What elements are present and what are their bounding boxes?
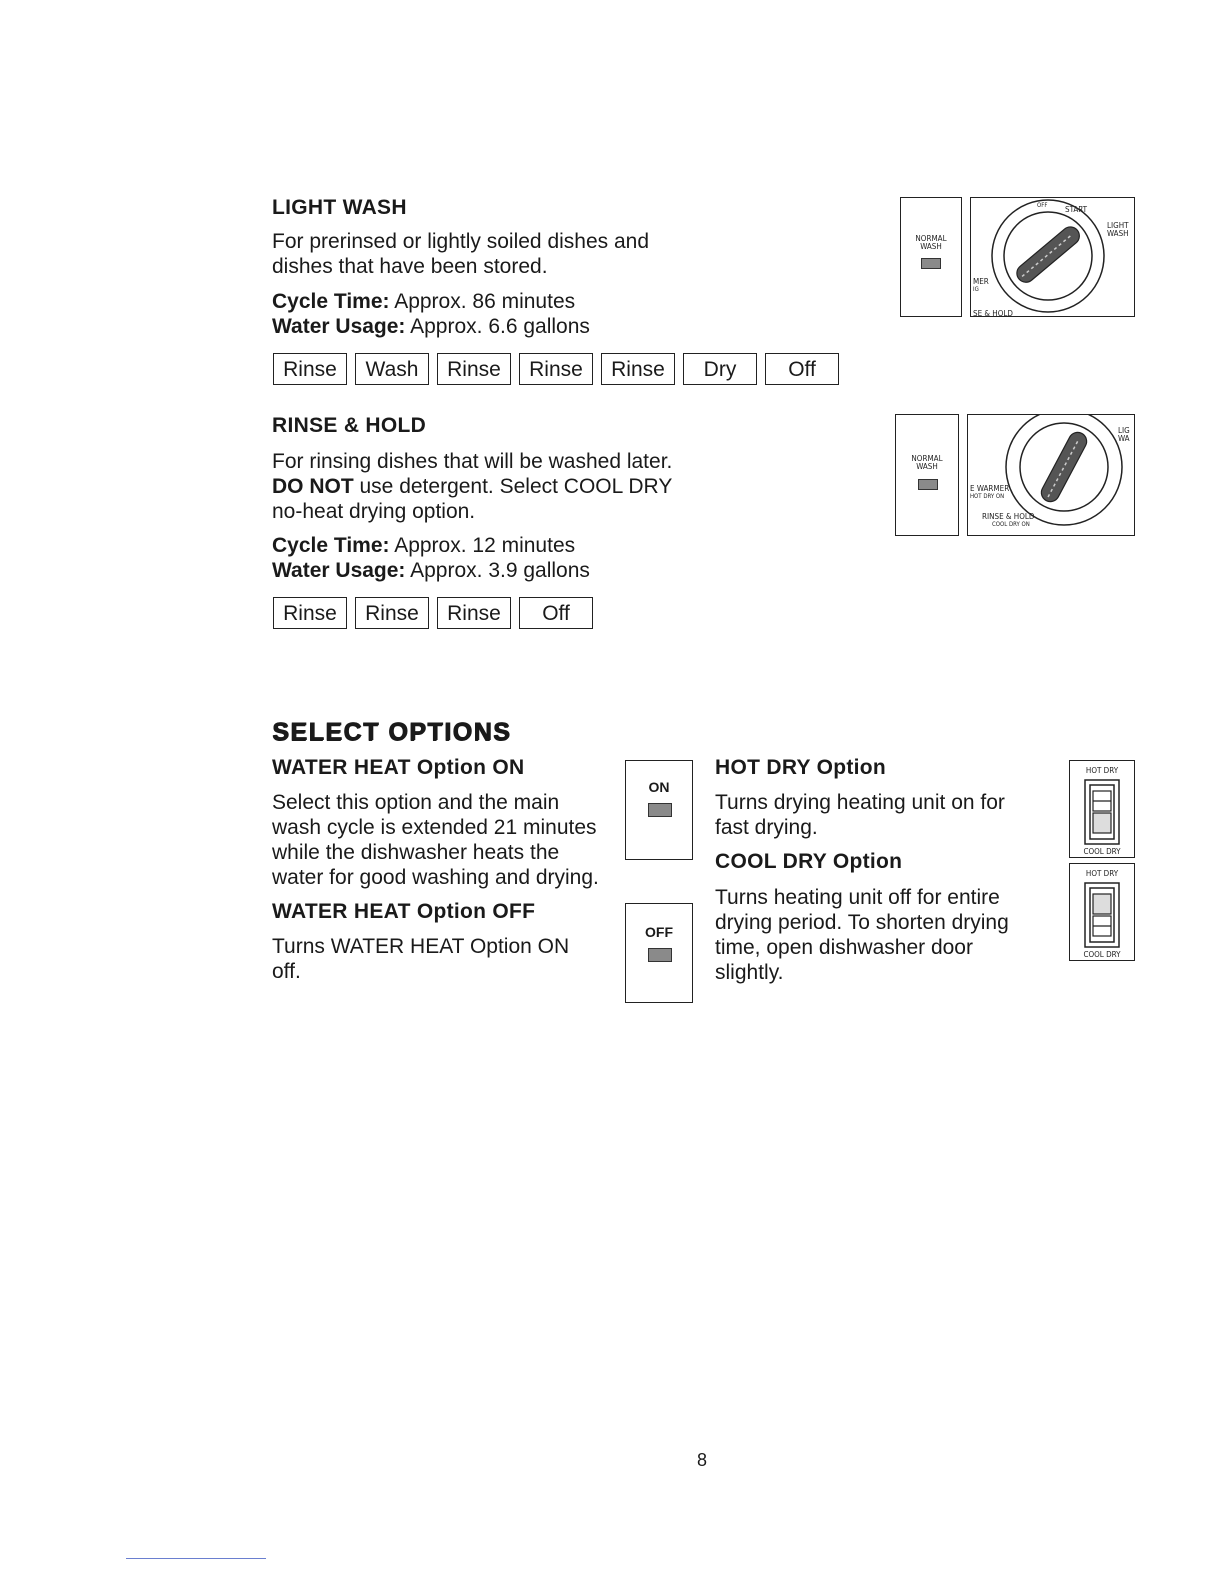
dial-bottom-label-2: COOL DRY ON [992,521,1030,528]
rinse-hold-heading: RINSE & HOLD [272,414,427,437]
water-heat-off-indicator [625,903,693,1003]
light-wash-steps [273,353,839,385]
page-number: 8 [697,1450,708,1470]
cycle-step: Rinse [273,597,347,629]
wash-label: WASH [1107,229,1129,238]
light-wash-water-usage [272,314,590,339]
dial-bottom-label-1: RINSE & HOLD [982,512,1035,521]
hot-dry-description [715,790,1005,840]
dial-knob-icon [968,415,1135,536]
light-wash-description [272,229,649,279]
rocker-top-label: HOT DRY [1085,869,1119,878]
water-heat-off-line: Turns WATER HEAT Option ON [272,935,570,958]
dial-panel [967,414,1135,536]
dial-off-label: OFF [1037,202,1048,209]
light-wash-cycle-time [272,289,575,314]
cycle-step: Wash [355,353,429,385]
off-label: OFF [645,924,673,940]
detergent-warning-text: use detergent. Select COOL DRY [353,475,673,498]
dial-bottom-label: SE & HOLD [973,309,1013,317]
normal-wash-label [896,455,958,471]
water-heat-off-description [272,934,569,984]
water-heat-on-line: water for good washing and drying. [272,866,599,889]
rinse-hold-cycle-time [272,533,575,558]
light-wash-description-line: dishes that have been stored. [272,255,548,278]
cool-dry-rocker-illustration [1069,863,1135,961]
footer-rule [126,1558,266,1559]
cycle-time-value: Approx. 86 minutes [394,290,576,313]
rocker-bottom-label: COOL DRY [1083,847,1121,856]
dial-knob-icon [971,198,1135,317]
dial-left-label-2: HOT DRY ON [970,493,1005,500]
cool-dry-line: slightly. [715,961,784,984]
rocker-switch-icon [1084,882,1120,948]
select-options-title: SELECT OPTIONS [272,718,512,746]
cycle-step: Off [519,597,593,629]
rocker-switch-icon [1084,779,1120,845]
cycle-step: Off [765,353,839,385]
cool-dry-description [715,885,1009,985]
cycle-step: Rinse [437,353,511,385]
cycle-time-label: Cycle Time: [272,290,390,313]
water-usage-value: Approx. 3.9 gallons [410,559,590,582]
hot-dry-line: fast drying. [715,816,818,839]
water-heat-on-line: wash cycle is extended 21 minutes [272,816,597,839]
indicator-light [921,258,941,269]
cool-dry-heading: COOL DRY Option [715,850,903,873]
cycle-time-value: Approx. 12 minutes [394,534,576,557]
hot-dry-heading: HOT DRY Option [715,756,887,779]
indicator-light [648,948,672,962]
water-heat-on-heading: WATER HEAT Option ON [272,756,525,779]
water-heat-on-line: while the dishwasher heats the [272,841,560,864]
rinse-hold-water-usage [272,558,590,583]
rinse-hold-steps [273,597,593,629]
cycle-step: Rinse [273,353,347,385]
water-heat-on-line: Select this option and the main [272,791,560,814]
normal-label: NORMAL [915,234,947,243]
hot-dry-line: Turns drying heating unit on for [715,791,1005,814]
light-label: LIGHT [1107,221,1129,230]
rinse-hold-description-line: For rinsing dishes that will be washed later. [272,450,673,473]
water-usage-label: Water Usage: [272,559,406,582]
dial-left-label-1: E WARMER [970,484,1010,493]
water-heat-on-description [272,790,599,890]
dial-right-label-2: WA [1118,434,1130,443]
rinse-hold-description [272,449,672,524]
cycle-step: Rinse [437,597,511,629]
hot-dry-rocker-illustration [1069,760,1135,858]
light-wash-description-line: For prerinsed or lightly soiled dishes and [272,230,650,253]
normal-label: NORMAL [911,454,943,463]
cycle-step: Rinse [519,353,593,385]
water-usage-label: Water Usage: [272,315,406,338]
wash-label: WASH [920,242,942,251]
rocker-bottom-label: COOL DRY [1083,950,1121,959]
cool-dry-line: Turns heating unit off for entire [715,886,1000,909]
dial-start-label: START [1065,205,1088,214]
indicator-light [918,479,938,490]
cool-dry-line: drying period. To shorten drying [715,911,1009,934]
cool-dry-line: time, open dishwasher door [715,936,973,959]
cycle-time-label: Cycle Time: [272,534,390,557]
normal-wash-button-panel [895,414,959,536]
cycle-step: Rinse [601,353,675,385]
dial-right-label-1: LIG [1118,426,1130,435]
rinse-hold-description-line: no-heat drying option. [272,500,476,523]
cycle-step: Rinse [355,597,429,629]
water-usage-value: Approx. 6.6 gallons [410,315,590,338]
water-heat-off-heading: WATER HEAT Option OFF [272,900,536,923]
rinse-hold-description-line [272,474,672,499]
light-wash-heading: LIGHT WASH [272,196,407,219]
water-heat-on-indicator [625,760,693,860]
water-heat-off-line: off. [272,960,301,983]
dial-left-label-2: IG [973,286,979,293]
on-label: ON [648,779,670,795]
rinse-hold-dial-illustration [895,414,1135,538]
indicator-light [648,803,672,817]
cycle-step: Dry [683,353,757,385]
light-wash-dial-illustration [900,197,1135,317]
dial-left-label-1: MER [973,277,989,286]
wash-label: WASH [916,462,938,471]
normal-wash-button-panel [900,197,962,317]
rocker-top-label: HOT DRY [1085,766,1119,775]
normal-wash-label [901,235,961,251]
dial-panel [970,197,1135,317]
do-not-warning: DO NOT [272,475,354,498]
